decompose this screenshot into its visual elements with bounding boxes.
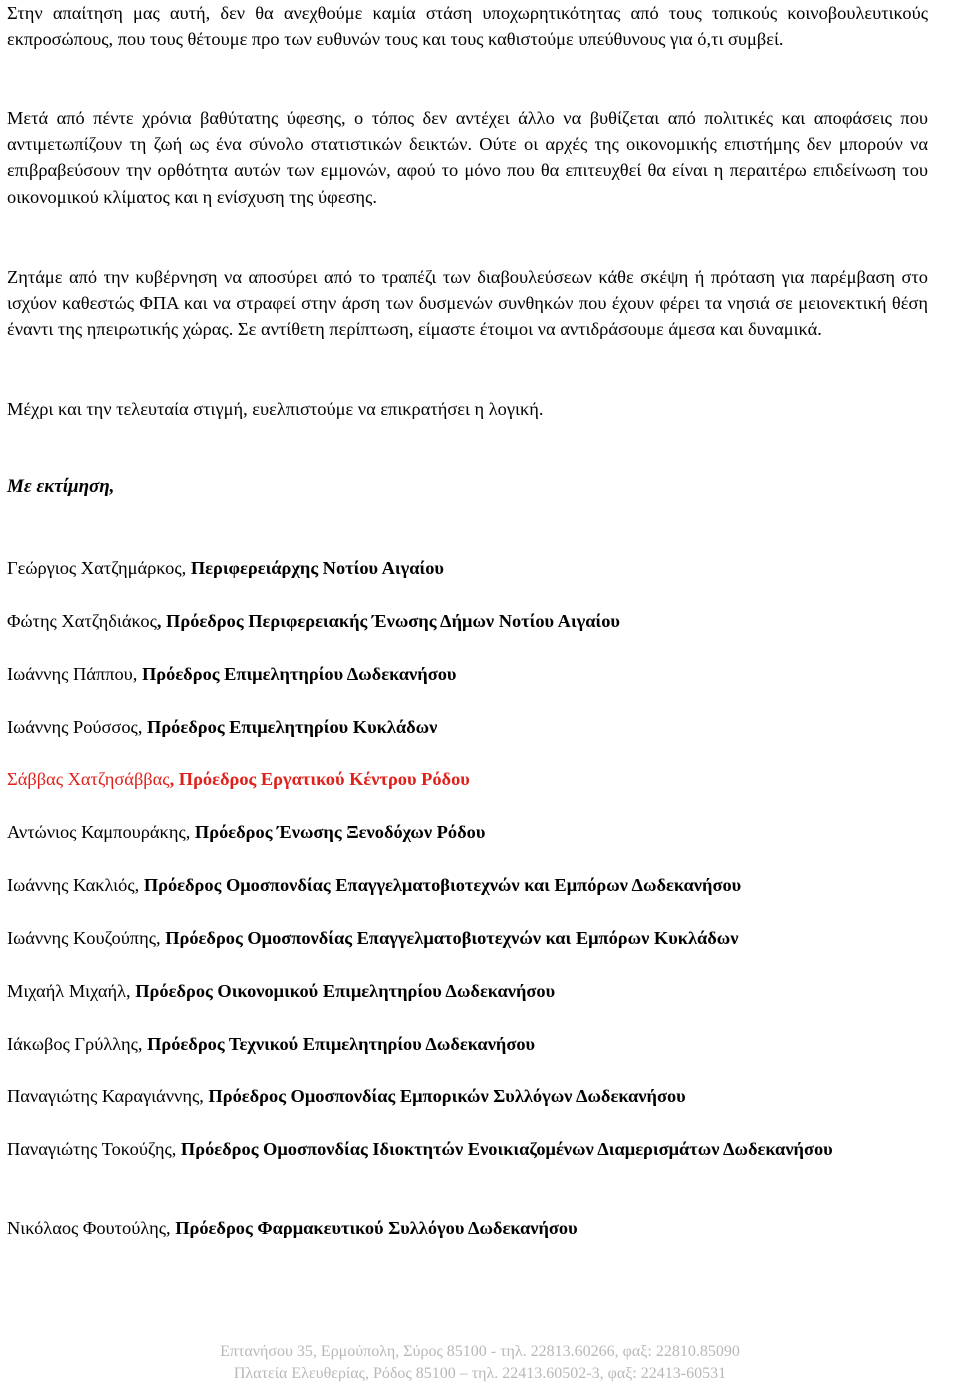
signatory-title: Πρόεδρος Ένωσης Ξενοδόχων Ρόδου — [194, 822, 486, 842]
signatory-title: Πρόεδρος Φαρμακευτικού Συλλόγου Δωδεκανήσου — [175, 1218, 578, 1238]
signatory-name: Γεώργιος Χατζημάρκος, — [7, 558, 191, 578]
signatory — [7, 714, 928, 740]
footer-address-rhodes: Πλατεία Ελευθερίας, Ρόδος 85100 – τηλ. 22413.60502-3, φαξ: 22413-60531 — [233, 1365, 727, 1382]
signatory-name: Παναγιώτης Τοκούζης, — [7, 1139, 181, 1159]
signatory — [7, 1215, 928, 1241]
signatory — [7, 978, 928, 1004]
paragraph-2: Μετά από πέντε χρόνια βαθύτατης ύφεσης, ο τόπος δεν αντέχει άλλο να βυθίζεται από πολιτικές και αποφάσεις που αντιμετωπίζουν τη ζωή ως ένα σύνολο στατιστικών δεικτών. Ούτε οι αρχές της οικονομικής επιστήμης δεν μπορούν να επιβραβεύσουν την ορθότητα αυτών των εμμονών, αφού το μόνο που θα επιτευχθεί θα είναι η περαιτέρω επιδείνωση του οικονομικού κλίματος και η ενίσχυση της ύφεσης. — [7, 108, 928, 207]
paragraph-4: Μέχρι και την τελευταία στιγμή, ευελπιστούμε να επικρατήσει η λογική. — [7, 399, 544, 419]
signatory-name: Ιάκωβος Γρύλλης, — [7, 1034, 148, 1054]
signatory — [7, 1083, 928, 1109]
signatory-title: Πρόεδρος Τεχνικού Επιμελητηρίου Δωδεκανήσου — [147, 1034, 536, 1054]
signatory-title: , Πρόεδρος Εργατικού Κέντρου Ρόδου — [169, 769, 470, 789]
signatory-name: Παναγιώτης Καραγιάννης, — [7, 1086, 209, 1106]
signatory-title: Περιφερειάρχης Νοτίου Αιγαίου — [190, 558, 444, 578]
signatory — [7, 555, 928, 581]
signatory-name: Μιχαήλ Μιχαήλ, — [7, 981, 136, 1001]
paragraph-3: Ζητάμε από την κυβέρνηση να αποσύρει από το τραπέζι των διαβουλεύσεων κάθε σκέψη ή πρόταση για παρέμβαση στο ισχύον καθεστώς ΦΠΑ και να στραφεί στην άρση των δυσμενών συνθηκών που έχουν φέρει τα νησιά σε μειονεκτική θέση έναντι της ηπειρωτικής χώρας. Σε αντίθετη περίπτωση, είμαστε έτοιμοι να αντιδράσουμε άμεσα και δυναμικά. — [7, 267, 928, 340]
footer-address-syros: Επτανήσου 35, Ερμούπολη, Σύρος 85100 - τηλ. 22813.60266, φαξ: 22810.85090 — [220, 1343, 740, 1360]
signatory-title: Πρόεδρος Οικονομικού Επιμελητηρίου Δωδεκανήσου — [135, 981, 556, 1001]
paragraph-1: Στην απαίτηση μας αυτή, δεν θα ανεχθούμε καμία στάση υποχωρητικότητας από τους τοπικούς κοινοβουλευτικούς εκπροσώπους, που τους θέτουμε προ των ευθυνών τους και τους καθιστούμε υπεύθυνους για ό,τι συμβεί. — [7, 3, 928, 50]
signatory-name: Νικόλαος Φουτούλης, — [7, 1218, 176, 1238]
signatory-title: Πρόεδρος Επιμελητηρίου Κυκλάδων — [147, 717, 438, 737]
signatory-title: , Πρόεδρος Περιφερειακής Ένωσης Δήμων Νοτίου Αιγαίου — [156, 611, 620, 631]
signatory-title: Πρόεδρος Ομοσπονδίας Ιδιοκτητών Ενοικιαζομένων Διαμερισμάτων Δωδεκανήσου — [180, 1139, 833, 1159]
signatory — [7, 608, 928, 634]
signatory-title: Πρόεδρος Ομοσπονδίας Εμπορικών Συλλόγων Δωδεκανήσου — [208, 1086, 686, 1106]
signatory-title: Πρόεδρος Ομοσπονδίας Επαγγελματοβιοτεχνών και Εμπόρων Δωδεκανήσου — [143, 875, 742, 895]
signatory — [7, 1136, 928, 1162]
signatory-title: Πρόεδρος Επιμελητηρίου Δωδεκανήσου — [141, 664, 457, 684]
signatory-title: Πρόεδρος Ομοσπονδίας Επαγγελματοβιοτεχνών και Εμπόρων Κυκλάδων — [165, 928, 739, 948]
closing-salutation: Με εκτίμηση, — [7, 476, 115, 497]
signatory — [7, 1031, 928, 1057]
signatory — [7, 661, 928, 687]
signatory-highlighted — [7, 766, 928, 792]
signatory-name: Σάββας Χατζησάββας — [7, 769, 170, 789]
signatory — [7, 925, 928, 951]
signatory-name: Φώτης Χατζηδιάκος — [7, 611, 157, 631]
signatory-name: Ιωάννης Κουζούπης, — [7, 928, 166, 948]
signatory-name: Αντώνιος Καμπουράκης, — [7, 822, 195, 842]
signatory-name: Ιωάννης Πάππου, — [7, 664, 142, 684]
signatory-name: Ιωάννης Κακλιός, — [7, 875, 144, 895]
signatory-name: Ιωάννης Ρούσσος, — [7, 717, 148, 737]
signatory — [7, 819, 928, 845]
signatory — [7, 872, 928, 898]
